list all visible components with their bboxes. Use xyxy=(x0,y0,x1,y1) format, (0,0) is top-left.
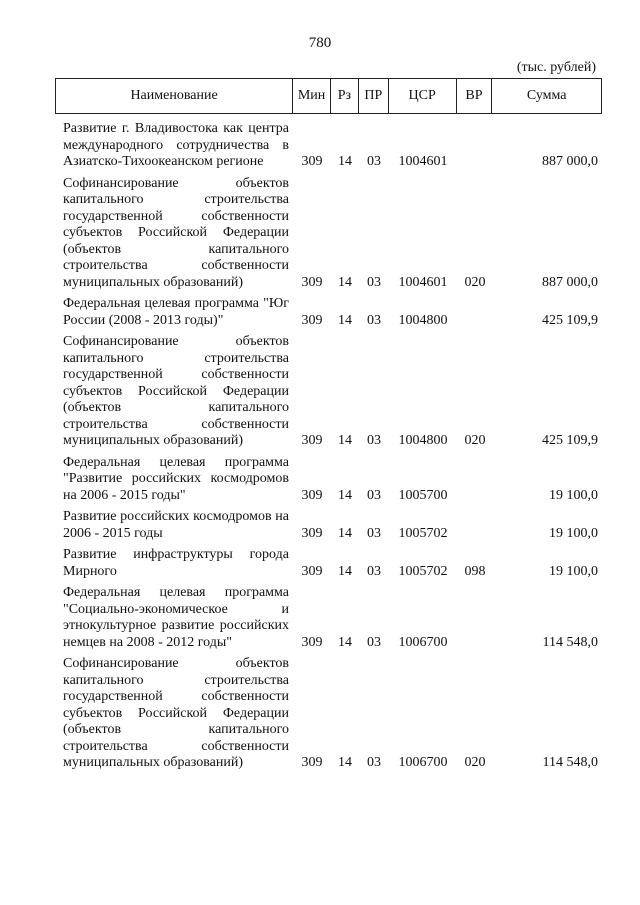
page-number: 780 xyxy=(308,35,332,51)
row-min: 309 xyxy=(301,525,323,541)
column-header-sum: Сумма xyxy=(526,88,567,103)
column-header-pr: ПР xyxy=(359,79,389,113)
row-rz: 14 xyxy=(338,525,352,541)
row-name: Федеральная целевая программа "Юг России (2008 - 2013 годы)" xyxy=(63,296,289,328)
column-header-name: Наименование xyxy=(56,79,293,113)
row-pr: 03 xyxy=(367,154,381,169)
table-header xyxy=(55,78,602,114)
row-vr: 020 xyxy=(464,274,486,290)
row-rz: 14 xyxy=(338,634,352,650)
row-min: 309 xyxy=(301,433,323,448)
row-sum: 425 109,9 xyxy=(542,433,598,448)
row-rz: 14 xyxy=(338,487,352,503)
table-row xyxy=(55,585,602,651)
row-min: 309 xyxy=(301,755,323,770)
row-pr: 03 xyxy=(367,274,381,290)
row-rz: 14 xyxy=(338,312,352,328)
table-body xyxy=(55,121,602,777)
row-name: Развитие российских космодромов на 2006 - 2015 годы xyxy=(63,509,289,541)
table-row xyxy=(55,547,602,580)
row-sum: 19 100,0 xyxy=(549,563,598,579)
row-min: 309 xyxy=(301,563,323,579)
column-header-min: Мин xyxy=(293,79,331,113)
row-min: 309 xyxy=(301,312,323,328)
row-sum: 19 100,0 xyxy=(549,487,598,503)
column-header-vr: ВР xyxy=(457,79,493,113)
table-row xyxy=(55,296,602,329)
row-min: 309 xyxy=(301,274,323,290)
row-pr: 03 xyxy=(367,433,381,448)
row-name: Развитие инфраструктуры города Мирного xyxy=(63,547,289,579)
row-pr: 03 xyxy=(367,634,381,650)
row-sum: 114 548,0 xyxy=(542,755,598,770)
row-name: Федеральная целевая программа "Развитие российских космодромов на 2006 - 2015 годы" xyxy=(63,454,289,503)
row-vr: 020 xyxy=(464,433,486,448)
row-csr: 1004601 xyxy=(398,154,448,169)
table-row xyxy=(55,455,602,505)
row-min: 309 xyxy=(301,154,323,169)
table-row xyxy=(55,334,602,450)
row-name: Софинансирование объектов капитального строительства государственной собственности субъектов Российской Федерации (объектов капитального строительства собственности муниципальных образований) xyxy=(63,656,289,770)
row-sum: 887 000,0 xyxy=(542,154,598,169)
row-rz: 14 xyxy=(338,274,352,290)
units-label: (тыс. рублей) xyxy=(516,60,596,75)
row-csr: 1005702 xyxy=(398,525,448,541)
row-name: Софинансирование объектов капитального строительства государственной собственности субъектов Российской Федерации (объектов капитального строительства собственности муниципальных образований) xyxy=(63,175,289,290)
table-row xyxy=(55,121,602,171)
row-csr: 1004800 xyxy=(398,312,448,328)
row-rz: 14 xyxy=(338,433,352,448)
row-rz: 14 xyxy=(338,755,352,770)
row-csr: 1004601 xyxy=(398,274,448,290)
row-sum: 19 100,0 xyxy=(549,525,598,541)
table-row xyxy=(55,656,602,772)
column-header-rz: Рз xyxy=(331,79,359,113)
row-rz: 14 xyxy=(338,563,352,579)
row-pr: 03 xyxy=(367,755,381,770)
row-min: 309 xyxy=(301,487,323,503)
row-sum: 114 548,0 xyxy=(542,634,598,650)
row-name: Развитие г. Владивостока как центра международного сотрудничества в Азиатско-Тихоокеанском регионе xyxy=(63,121,289,169)
row-pr: 03 xyxy=(367,563,381,579)
row-sum: 425 109,9 xyxy=(542,312,598,328)
row-min: 309 xyxy=(301,634,323,650)
table-row xyxy=(55,509,602,542)
row-vr: 098 xyxy=(464,563,486,579)
row-pr: 03 xyxy=(367,525,381,541)
row-name: Федеральная целевая программа "Социально-экономическое и этнокультурное развитие российских немцев на 2008 - 2012 годы" xyxy=(63,585,289,650)
column-header-csr: ЦСР xyxy=(389,79,457,113)
row-vr: 020 xyxy=(464,755,486,770)
row-csr: 1006700 xyxy=(398,634,448,650)
row-pr: 03 xyxy=(367,312,381,328)
row-name: Софинансирование объектов капитального строительства государственной собственности субъектов Российской Федерации (объектов капитального строительства собственности муниципальных образований) xyxy=(63,334,289,448)
row-csr: 1006700 xyxy=(398,755,448,770)
table-row xyxy=(55,176,602,292)
row-csr: 1005702 xyxy=(398,563,448,579)
row-csr: 1004800 xyxy=(398,433,448,448)
row-sum: 887 000,0 xyxy=(542,274,598,290)
row-rz: 14 xyxy=(338,154,352,169)
row-csr: 1005700 xyxy=(398,487,448,503)
row-pr: 03 xyxy=(367,487,381,503)
